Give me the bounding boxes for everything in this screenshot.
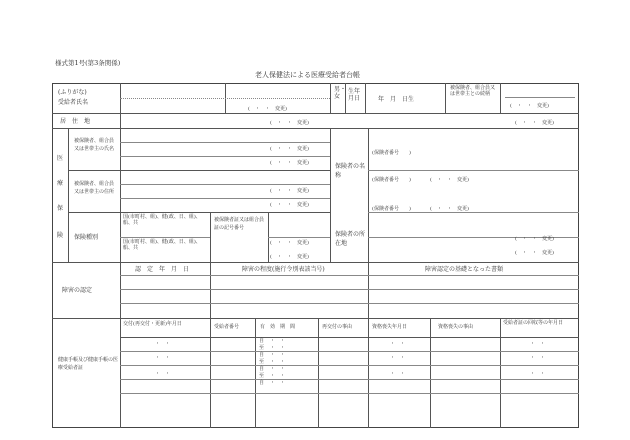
- return-date-1: ・ ・: [530, 341, 546, 347]
- issue-date-3: ・ ・: [155, 371, 171, 377]
- degree-header: 障害の程度(施行令別表該当号): [242, 266, 325, 273]
- recipient-name-label: 受給者氏名: [58, 99, 89, 106]
- loss-reason-header: 資格喪失の事由: [438, 324, 474, 330]
- recipient-number-header: 受給者番号: [214, 324, 240, 330]
- form-title: 老人保健法による医療受給者台帳: [255, 71, 360, 79]
- insurer-address-change-date-2: ( ・ ・ 変更): [515, 250, 554, 256]
- validity-from-4-date: ・ ・: [270, 380, 286, 386]
- sex-label: 男・女: [334, 86, 347, 100]
- return-date-header: 受給者証の回収等の年月日: [503, 320, 564, 326]
- reissue-reason-header: 再交付の事由: [322, 324, 353, 330]
- insurer-number-2-change-date: ( ・ ・ 変更): [430, 177, 469, 183]
- card-number-change-date-2: ( ・ ・ 変更): [270, 254, 309, 260]
- issue-date-header: 交付(再交付・更新)年月日: [123, 321, 182, 327]
- issue-date-2: ・ ・: [155, 355, 171, 361]
- validity-from-4: 自: [259, 380, 265, 386]
- relationship-change-date: ( ・ ・ 変更): [510, 103, 549, 109]
- validity-to-3: 至: [259, 373, 265, 379]
- validity-from-1-date: ・ ・: [270, 338, 286, 344]
- form-style-number: 様式第1号(第3条関係): [55, 59, 121, 67]
- medical-label-4: 険: [57, 232, 64, 239]
- validity-from-2-date: ・ ・: [270, 352, 286, 358]
- insurance-type-label: 保険種別: [74, 234, 99, 241]
- validity-from-1: 自: [259, 338, 265, 344]
- insurer-number-3-change-date: ( ・ ・ 変更): [430, 206, 469, 212]
- validity-from-2: 自: [259, 352, 265, 358]
- validity-to-1: 至: [259, 345, 265, 351]
- birth-label: 生年月日: [348, 88, 361, 102]
- insurer-name-label: 保険者の名 称: [335, 163, 372, 179]
- birthdate-ymd: 年 月 日生: [378, 96, 415, 103]
- insured-address-change-date-1: ( ・ ・ 変更): [270, 188, 309, 194]
- validity-to-2-date: ・ ・: [270, 359, 286, 365]
- card-number-label: 被保険者証又は組合員証の記号番号: [214, 217, 265, 231]
- cert-date-header: 認 定 年 月 日: [135, 266, 190, 273]
- loss-date-3: ・ ・: [390, 371, 406, 377]
- validity-from-3: 自: [259, 366, 265, 372]
- insured-address-label: 被保険者、組合員又は世帯主の住所: [74, 181, 115, 195]
- validity-to-2: 至: [259, 359, 265, 365]
- medical-label-1: 医: [57, 155, 64, 162]
- insurer-number-2: (保険者番号 ): [372, 177, 411, 183]
- insurer-number-3: (保険者番号 ): [372, 206, 411, 212]
- validity-from-3-date: ・ ・: [270, 366, 286, 372]
- name-change-date: ( ・ ・ 変更): [248, 106, 287, 112]
- insurance-type-2: 国(市町村、組)、健(政、日、組)、船、共: [123, 239, 201, 251]
- address-change-date-1: ( ・ ・ 変更): [270, 120, 309, 126]
- furigana-label: (ふりがな): [58, 89, 87, 96]
- insurer-address-label: 保険者の所在地: [335, 231, 366, 247]
- basis-header: 障害認定の基礎となった書類: [425, 266, 504, 273]
- issue-date-1: ・ ・: [155, 341, 171, 347]
- loss-date-2: ・ ・: [390, 355, 406, 361]
- handbook-label: 健康手帳及び健康手帳の医療受給者証: [58, 357, 119, 371]
- insured-name-label: 被保険者、組合員又は世帯主の氏名: [74, 138, 115, 152]
- validity-header: 有 効 期 間: [260, 324, 296, 330]
- loss-date-1: ・ ・: [390, 341, 406, 347]
- insurer-address-change-date-1: ( ・ ・ 変更): [515, 236, 554, 242]
- card-number-change-date-1: ( ・ ・ 変更): [270, 240, 309, 246]
- medical-label-2: 療: [57, 180, 64, 187]
- address-change-date-2: ( ・ ・ 変更): [515, 120, 554, 126]
- return-date-3: ・ ・: [530, 371, 546, 377]
- disability-label: 障害の認定: [62, 287, 93, 294]
- insured-address-change-date-2: ( ・ ・ 変更): [270, 202, 309, 208]
- insured-name-change-date-2: ( ・ ・ 変更): [270, 160, 309, 166]
- insurance-type-1: 国(市町村、組)、健(政、日、組)、船、共: [123, 214, 201, 226]
- relationship-label: 被保険者、組合員又は世帯主との続柄: [450, 85, 496, 97]
- insured-name-change-date-1: ( ・ ・ 変更): [270, 146, 309, 152]
- validity-to-3-date: ・ ・: [270, 373, 286, 379]
- loss-date-header: 資格喪失年月日: [372, 324, 408, 330]
- validity-to-1-date: ・ ・: [270, 345, 286, 351]
- return-date-2: ・ ・: [530, 355, 546, 361]
- insurer-number-1: (保険者番号 ): [372, 150, 411, 156]
- medical-label-3: 保: [57, 205, 64, 212]
- address-label: 居 住 地: [60, 118, 91, 125]
